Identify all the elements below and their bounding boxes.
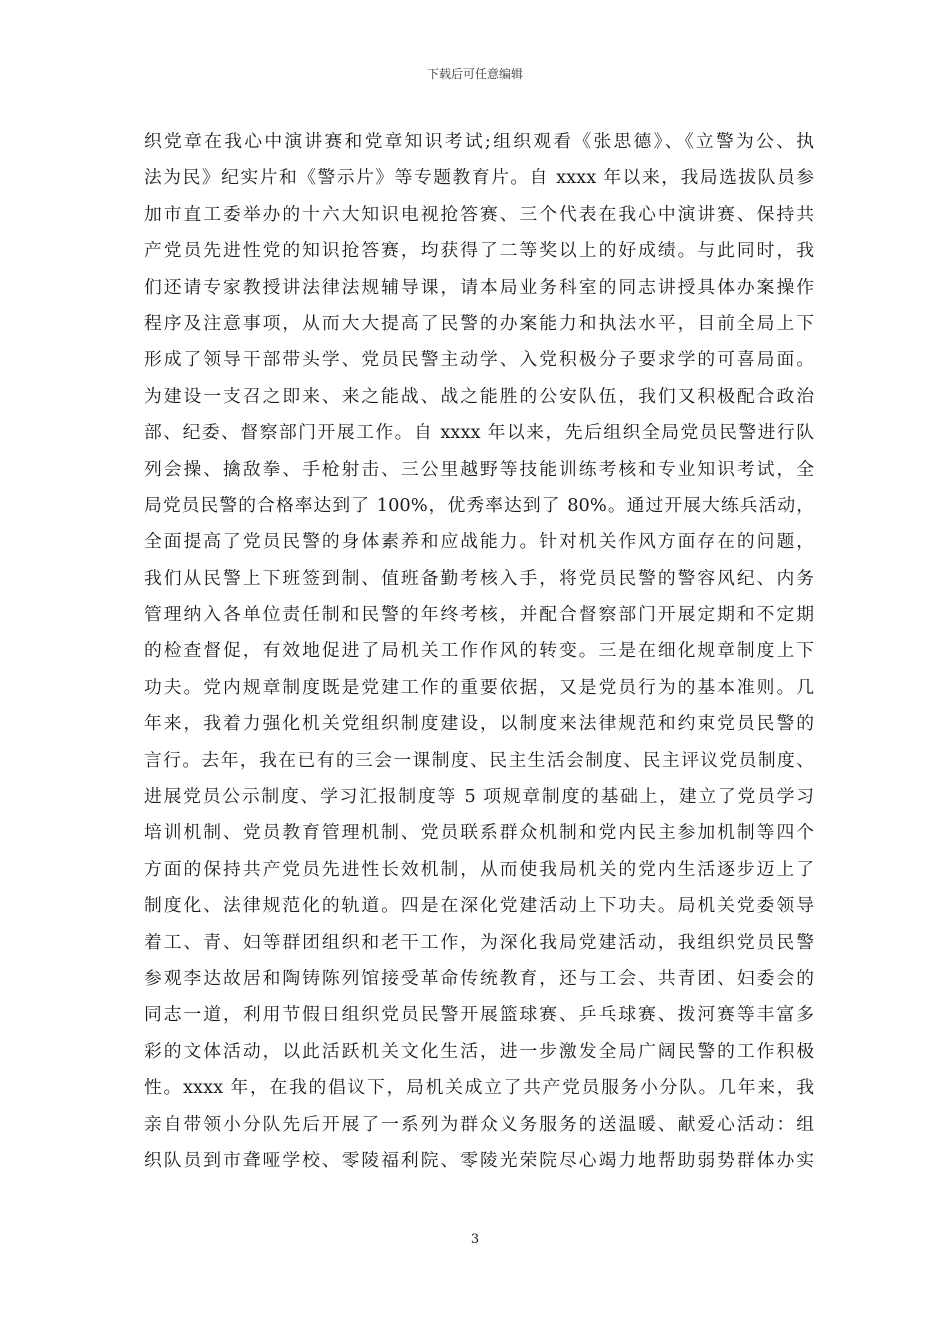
text-line: 局党员民警的合格率达到了 100%，优秀率达到了 80%。通过开展大练兵活动， xyxy=(144,494,814,516)
text-line: 织党章在我心中演讲赛和党章知识考试;组织观看《张思德》、《立警为公、执 xyxy=(144,131,814,152)
text-line: 部、纪委、督察部门开展工作。自 xxxx 年以来，先后组织全局党员民警进行队 xyxy=(144,422,814,444)
text-line: 为建设一支召之即来、来之能战、战之能胜的公安队伍，我们又积极配合政治 xyxy=(144,385,814,407)
text-line: 列会操、擒敌拳、手枪射击、三公里越野等技能训练考核和专业知识考试，全 xyxy=(144,458,814,480)
text-line: 性。xxxx 年，在我的倡议下，局机关成立了共产党员服务小分队。几年来，我 xyxy=(144,1077,814,1099)
text-line: 着工、青、妇等群团组织和老干工作，为深化我局党建活动，我组织党员民警 xyxy=(144,931,814,953)
text-line: 方面的保持共产党员先进性长效机制，从而使我局机关的党内生活逐步迈上了 xyxy=(144,858,814,880)
text-line: 织队员到市聋哑学校、零陵福利院、零陵光荣院尽心竭力地帮助弱势群体办实 xyxy=(144,1149,814,1171)
page-number: 3 xyxy=(470,1232,480,1247)
text-line: 亲自带领小分队先后开展了一系列为群众义务服务的送温暖、献爱心活动：组 xyxy=(144,1113,814,1135)
body-text xyxy=(144,124,814,1179)
text-line: 年来，我着力强化机关党组织制度建设，以制度来法律规范和约束党员民警的 xyxy=(144,713,814,735)
text-line: 同志一道，利用节假日组织党员民警开展篮球赛、乒乓球赛、拨河赛等丰富多 xyxy=(144,1004,814,1026)
text-line: 功夫。党内规章制度既是党建工作的重要依据，又是党员行为的基本准则。几 xyxy=(144,676,814,698)
text-line: 培训机制、党员教育管理机制、党员联系群众机制和党内民主参加机制等四个 xyxy=(144,822,814,844)
text-line: 管理纳入各单位责任制和民警的年终考核，并配合督察部门开展定期和不定期 xyxy=(144,604,814,626)
text-line: 参观李达故居和陶铸陈列馆接受革命传统教育，还与工会、共青团、妇委会的 xyxy=(144,967,814,989)
text-line: 们还请专家教授讲法律法规辅导课，请本局业务科室的同志讲授具体办案操作 xyxy=(144,276,814,298)
page-header: 下载后可任意编辑 xyxy=(426,67,523,81)
text-line: 法为民》纪实片和《警示片》等专题教育片。自 xxxx 年以来，我局选拔队员参 xyxy=(144,167,814,189)
text-line: 的检查督促，有效地促进了局机关工作作风的转变。三是在细化规章制度上下 xyxy=(144,640,814,662)
text-line: 言行。去年，我在已有的三会一课制度、民主生活会制度、民主评议党员制度、 xyxy=(144,749,814,771)
text-line: 制度化、法律规范化的轨道。四是在深化党建活动上下功夫。局机关党委领导 xyxy=(144,895,814,917)
text-line: 我们从民警上下班签到制、值班备勤考核入手，将党员民警的警容风纪、内务 xyxy=(144,567,814,589)
text-line: 形成了领导干部带头学、党员民警主动学、入党积极分子要求学的可喜局面。 xyxy=(144,349,814,371)
text-line: 彩的文体活动，以此活跃机关文化生活，进一步激发全局广阔民警的工作积极 xyxy=(144,1040,814,1062)
text-line: 产党员先进性党的知识抢答赛，均获得了二等奖以上的好成绩。与此同时，我 xyxy=(144,240,814,262)
text-line: 程序及注意事项，从而大大提高了民警的办案能力和执法水平，目前全局上下 xyxy=(144,312,814,334)
text-line: 进展党员公示制度、学习汇报制度等 5 项规章制度的基础上，建立了党员学习 xyxy=(144,786,814,808)
text-line: 全面提高了党员民警的身体素养和应战能力。针对机关作风方面存在的问题， xyxy=(144,531,814,553)
text-line: 加市直工委举办的十六大知识电视抢答赛、三个代表在我心中演讲赛、保持共 xyxy=(144,203,814,225)
